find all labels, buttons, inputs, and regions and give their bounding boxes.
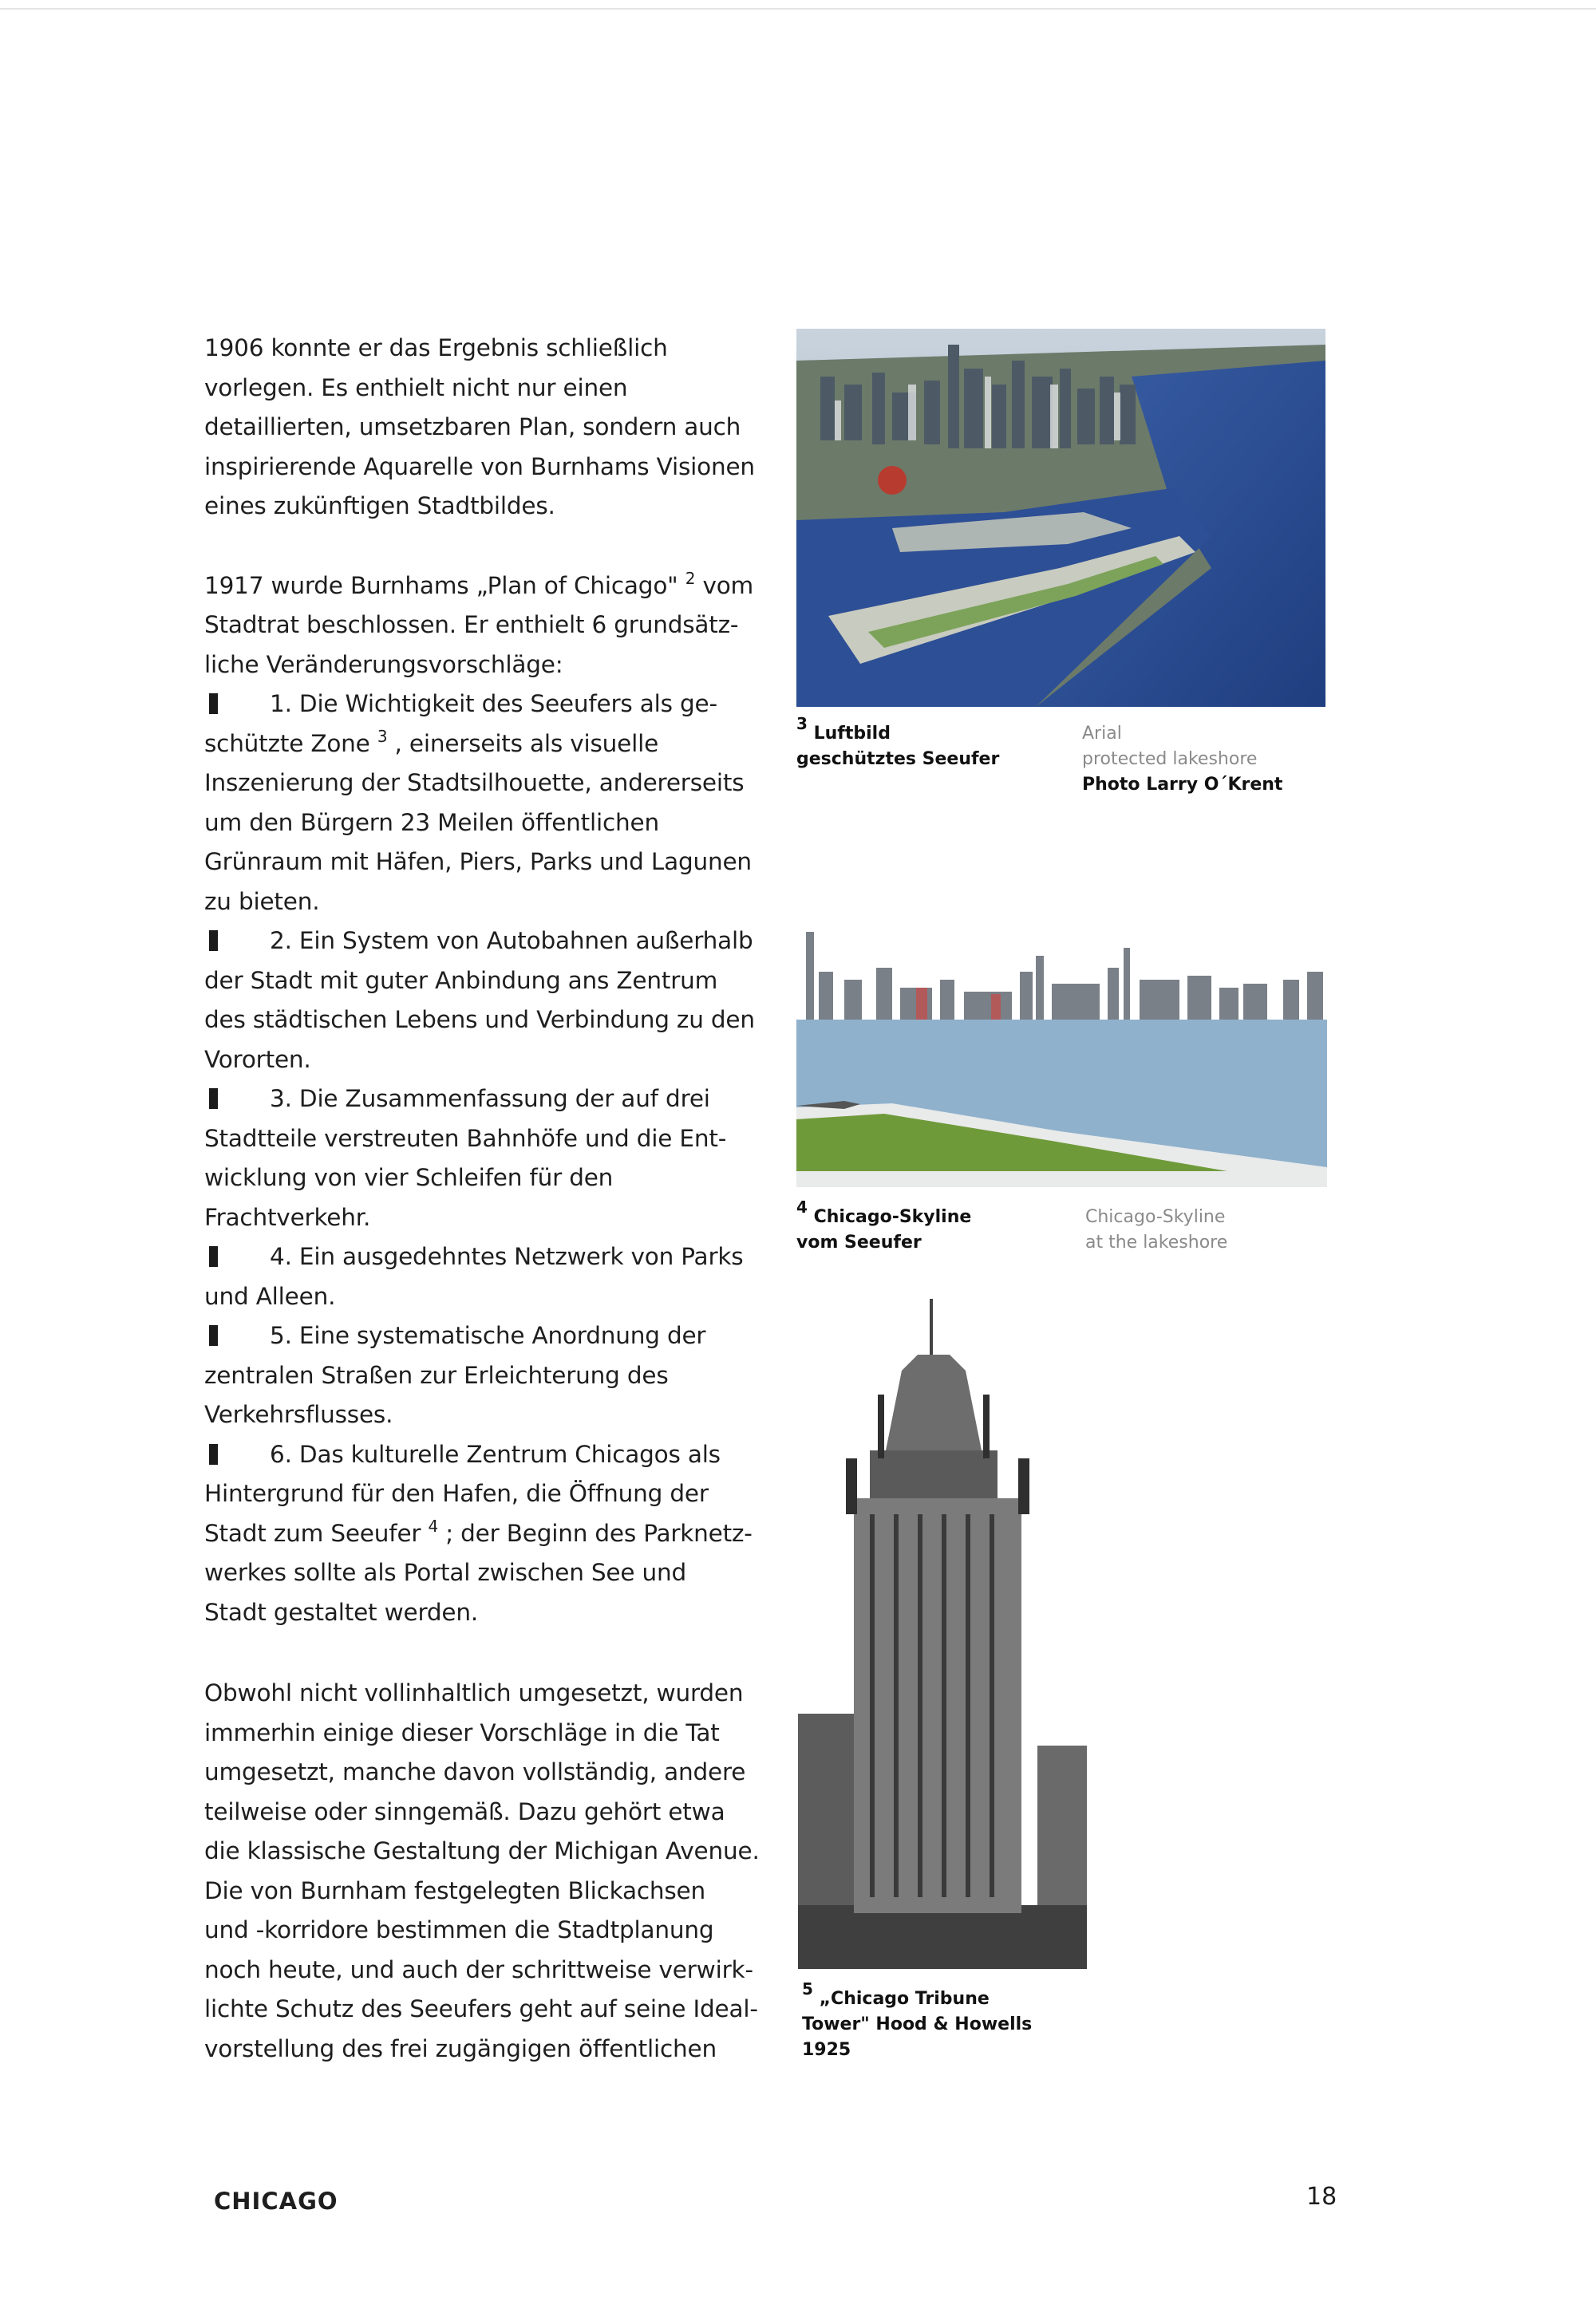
skyline-photo xyxy=(796,924,1327,1187)
text-line xyxy=(204,1514,755,1554)
text-line xyxy=(204,1237,755,1277)
list-item-4 xyxy=(204,1237,755,1316)
figure-number: 3 xyxy=(796,714,808,733)
paragraph-2 xyxy=(204,566,755,685)
text-line: detaillierten, umsetzbaren Plan, sondern auch xyxy=(204,413,741,440)
aerial-photo-illustration xyxy=(796,329,1325,707)
text-segment: 3. Die Zusammenfassung der auf drei xyxy=(270,1085,710,1112)
caption-line: protected lakeshore xyxy=(1082,749,1258,769)
text-segment: 2. Ein System von Autobahnen außerhalb xyxy=(270,927,753,954)
text-line: Die von Burnham festgelegten Blickachsen xyxy=(204,1876,705,1904)
text-line: Hintergrund für den Hafen, die Öffnung der xyxy=(204,1480,709,1507)
footnote-ref: 3 xyxy=(377,726,388,746)
text-segment: 1. Die Wichtigkeit des Seeufers als ge- xyxy=(270,690,717,717)
skyline-illustration xyxy=(796,924,1327,1187)
tribune-tower-photo xyxy=(798,1299,1087,1969)
text-line: Grünraum mit Häfen, Piers, Parks und Lagunen xyxy=(204,848,752,875)
text-line: werkes sollte als Portal zwischen See und xyxy=(204,1559,687,1586)
text-line: inspirierende Aquarelle von Burnhams Visionen xyxy=(204,452,755,480)
caption-line xyxy=(802,1979,1032,2012)
list-item-1 xyxy=(204,685,755,921)
text-line: vorstellung des frei zugängigen öffentlichen xyxy=(204,2034,717,2062)
text-line: des städtischen Lebens und Verbindung zu den xyxy=(204,1006,755,1033)
text-line: umgesetzt, manche davon vollständig, andere xyxy=(204,1758,746,1785)
caption-line: Tower" Hood & Howells xyxy=(802,2014,1033,2034)
photo-credit xyxy=(1082,772,1282,798)
text-line xyxy=(204,921,755,961)
figure-5-caption xyxy=(802,1979,1033,2063)
paragraph-1 xyxy=(204,329,755,527)
bullet-icon xyxy=(209,1325,218,1346)
caption-line xyxy=(796,1198,972,1230)
text-line: liche Veränderungsvorschläge: xyxy=(204,650,563,678)
text-line: und -korridore bestimmen die Stadtplanung xyxy=(204,1916,714,1943)
caption-line: Arial xyxy=(1082,724,1122,744)
bullet-icon xyxy=(209,1444,218,1465)
caption-line: Chicago-Skyline xyxy=(1085,1207,1226,1227)
text-line: und Alleen. xyxy=(204,1282,336,1310)
text-line: Obwohl nicht vollinhaltlich umgesetzt, wurden xyxy=(204,1679,744,1707)
caption-line: at the lakeshore xyxy=(1085,1233,1228,1253)
text-line: Verkehrsflusses. xyxy=(204,1401,393,1428)
text-segment: 5. Eine systematische Anordnung der xyxy=(270,1322,706,1349)
text-line: Inszenierung der Stadtsilhouette, andererseits xyxy=(204,769,745,796)
text-line: Stadtteile verstreuten Bahnhöfe und die Ent- xyxy=(204,1124,727,1152)
bullet-icon xyxy=(209,693,218,714)
text-line xyxy=(204,685,755,724)
text-line xyxy=(204,724,755,764)
text-line: lichte Schutz des Seeufers geht auf seine Ideal- xyxy=(204,1995,758,2022)
text-line: wicklung von vier Schleifen für den xyxy=(204,1164,614,1191)
bullet-icon xyxy=(209,930,218,951)
caption-text: Chicago-Skyline xyxy=(813,1207,972,1227)
section-label: CHICAGO xyxy=(214,2188,338,2215)
bullet-icon xyxy=(209,1088,218,1109)
text-segment: schützte Zone xyxy=(204,729,377,757)
figure-number: 4 xyxy=(796,1198,808,1217)
caption-line xyxy=(796,714,999,747)
bullet-icon xyxy=(209,1246,218,1267)
text-line xyxy=(204,566,755,606)
text-line xyxy=(204,1435,755,1475)
text-line: Frachtverkehr. xyxy=(204,1203,371,1231)
top-rule xyxy=(0,8,1596,10)
text-line: zu bieten. xyxy=(204,887,320,915)
text-segment: ; der Beginn des Parknetz- xyxy=(438,1519,753,1547)
list-item-2 xyxy=(204,921,755,1079)
text-line: die klassische Gestaltung der Michigan Avenue. xyxy=(204,1837,760,1864)
aerial-lakeshore-photo xyxy=(796,329,1325,707)
text-line: zentralen Straßen zur Erleichterung des xyxy=(204,1361,669,1389)
text-line: teilweise oder sinngemäß. Dazu gehört etwa xyxy=(204,1797,725,1825)
text-segment: 4. Ein ausgedehntes Netzwerk von Parks xyxy=(270,1243,744,1270)
footnote-ref: 4 xyxy=(428,1516,439,1536)
tribune-tower-illustration xyxy=(798,1299,1087,1969)
caption-line: geschütztes Seeufer xyxy=(796,749,1000,769)
page-number: 18 xyxy=(1306,2183,1337,2211)
text-line xyxy=(204,1316,755,1356)
text-line: immerhin einige dieser Vorschläge in die Tat xyxy=(204,1718,720,1746)
text-line: der Stadt mit guter Anbindung ans Zentrum xyxy=(204,966,718,994)
caption-text: „Chicago Tribune xyxy=(819,1989,990,2009)
list-item-6 xyxy=(204,1435,755,1633)
text-line: noch heute, und auch der schrittweise verwirk- xyxy=(204,1955,753,1983)
text-line: um den Bürgern 23 Meilen öffentlichen xyxy=(204,808,659,836)
caption-line: vom Seeufer xyxy=(796,1233,922,1253)
figure-3-caption-de xyxy=(796,714,1000,772)
text-segment: Stadt zum Seeufer xyxy=(204,1519,429,1547)
caption-text: Photo Larry O´Krent xyxy=(1082,775,1283,795)
text-segment: , einerseits als visuelle xyxy=(387,729,659,757)
caption-text: Luftbild xyxy=(813,724,891,744)
text-line: Vororten. xyxy=(204,1045,311,1073)
figure-number: 5 xyxy=(802,1979,813,1998)
body-text xyxy=(204,329,760,2069)
text-line: 1906 konnte er das Ergebnis schließlich xyxy=(204,334,668,361)
figure-4-caption-en xyxy=(1085,1205,1227,1256)
text-line: Stadtrat beschlossen. Er enthielt 6 grundsätz- xyxy=(204,611,739,638)
figure-3-caption-en xyxy=(1082,721,1282,798)
text-line xyxy=(204,1079,755,1119)
text-line: vorlegen. Es enthielt nicht nur einen xyxy=(204,373,628,401)
text-segment: 6. Das kulturelle Zentrum Chicagos als xyxy=(270,1440,721,1468)
figure-4-caption-de xyxy=(796,1198,972,1256)
text-segment: 1917 wurde Burnhams „Plan of Chicago" xyxy=(204,571,685,599)
paragraph-3 xyxy=(204,1674,760,2069)
footnote-ref: 2 xyxy=(685,568,696,588)
list-item-3 xyxy=(204,1079,755,1237)
text-line: Stadt gestaltet werden. xyxy=(204,1598,479,1626)
text-line: eines zukünftigen Stadtbildes. xyxy=(204,492,555,519)
text-segment: vom xyxy=(695,571,754,599)
caption-line: 1925 xyxy=(802,2040,851,2060)
list-item-5 xyxy=(204,1316,755,1435)
